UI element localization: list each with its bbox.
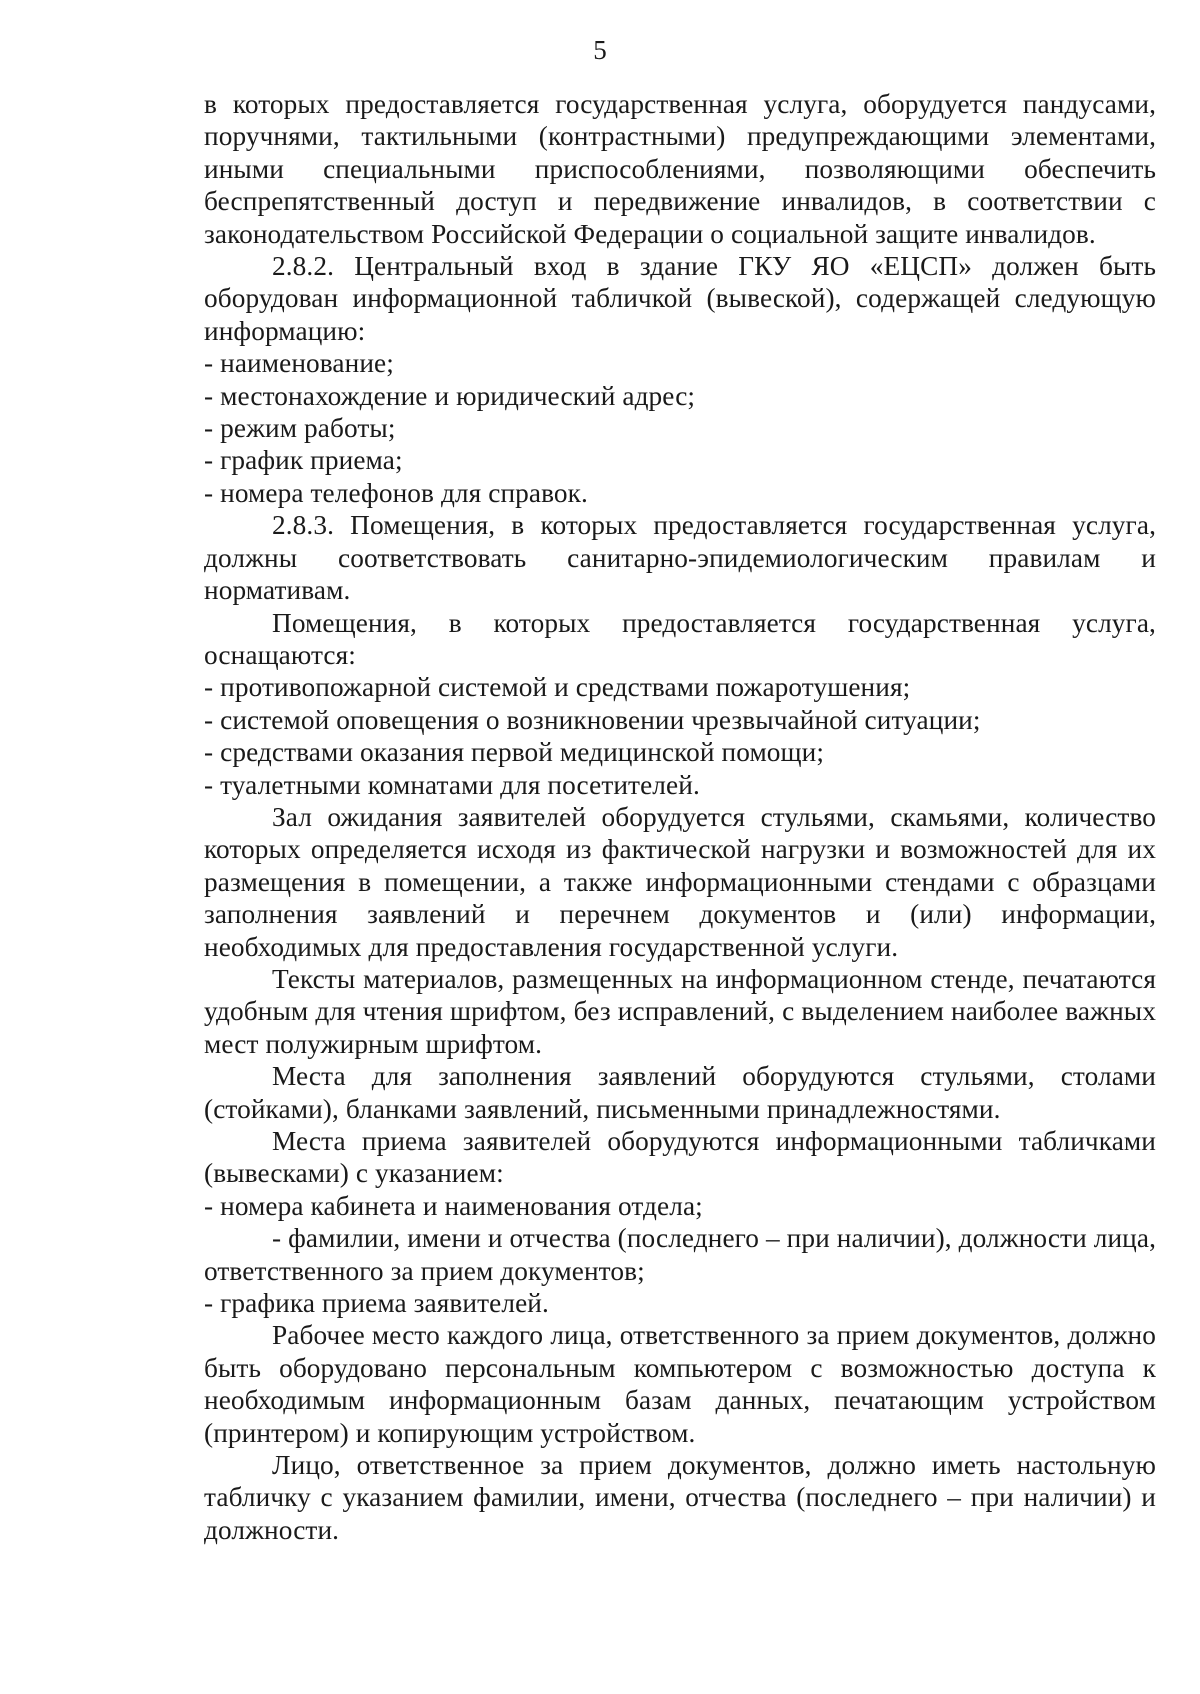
paragraph: Рабочее место каждого лица, ответственного за прием документов, должно быть оборудовано персональным компьютером с возможностью доступа к необходимым информационным базам данных, печатающим устройством (принтером) и копирующим устройством. (204, 1320, 1156, 1448)
paragraph-2-8-2: 2.8.2. Центральный вход в здание ГКУ ЯО «ЕЦСП» должен быть оборудован информационной табличкой (вывеской), содержащей следующую информацию: (204, 251, 1156, 346)
paragraph-2-8-3: 2.8.3. Помещения, в которых предоставляется государственная услуга, должны соответствовать санитарно-эпидемиологическим правилам и нормативам. (204, 510, 1156, 606)
paragraph: Зал ожидания заявителей оборудуется стульями, скамьями, количество которых определяется исходя из фактической нагрузки и возможностей для их размещения в помещении, а также информационными стендами с образцами заполнения заявлений и перечнем документов и (или) информации, необходимых для предоставления государственной услуги. (204, 801, 1156, 962)
paragraph: Места приема заявителей оборудуются информационными табличками (вывесками) с указанием: (204, 1126, 1156, 1189)
list-item: - наименование; (204, 348, 394, 379)
list-item: - график приема; (204, 445, 403, 476)
list-item: - режим работы; (204, 413, 396, 444)
list-item: - противопожарной системой и средствами пожаротушения; (204, 672, 911, 703)
paragraph: Помещения, в которых предоставляется государственная услуга, оснащаются: (204, 607, 1156, 670)
paragraph: Места для заполнения заявлений оборудуются стульями, столами (стойками), бланками заявлений, письменными принадлежностями. (204, 1061, 1156, 1124)
list-item: - графика приема заявителей. (204, 1288, 549, 1319)
page-number: 5 (593, 35, 607, 65)
list-item: - системой оповещения о возникновении чрезвычайной ситуации; (204, 704, 981, 735)
paragraph: в которых предоставляется государственная услуга, оборудуется пандусами, поручнями, тактильными (контрастными) предупреждающими элементами, иными специальными приспособлениями, позволяющими обеспечить беспрепятственный доступ и передвижение инвалидов, в соответствии с законодательством Российской Федерации о социальной защите инвалидов. (204, 89, 1156, 249)
list-item: - номера кабинета и наименования отдела; (204, 1190, 703, 1221)
list-item: - номера телефонов для справок. (204, 477, 588, 508)
list-item: - местонахождение и юридический адрес; (204, 380, 696, 411)
paragraph: Тексты материалов, размещенных на информационном стенде, печатаются удобным для чтения шрифтом, без исправлений, с выделением наиболее важных мест полужирным шрифтом. (204, 963, 1156, 1059)
list-item: - туалетными комнатами для посетителей. (204, 769, 700, 800)
list-item: - фамилии, имени и отчества (последнего – при наличии), должности лица, ответственного за прием документов; (204, 1223, 1156, 1286)
document-body (204, 88, 1156, 1546)
paragraph: Лицо, ответственное за прием документов, должно иметь настольную табличку с указанием фамилии, имени, отчества (последнего – при наличии) и должности. (204, 1450, 1156, 1545)
list-item: - средствами оказания первой медицинской помощи; (204, 737, 825, 768)
